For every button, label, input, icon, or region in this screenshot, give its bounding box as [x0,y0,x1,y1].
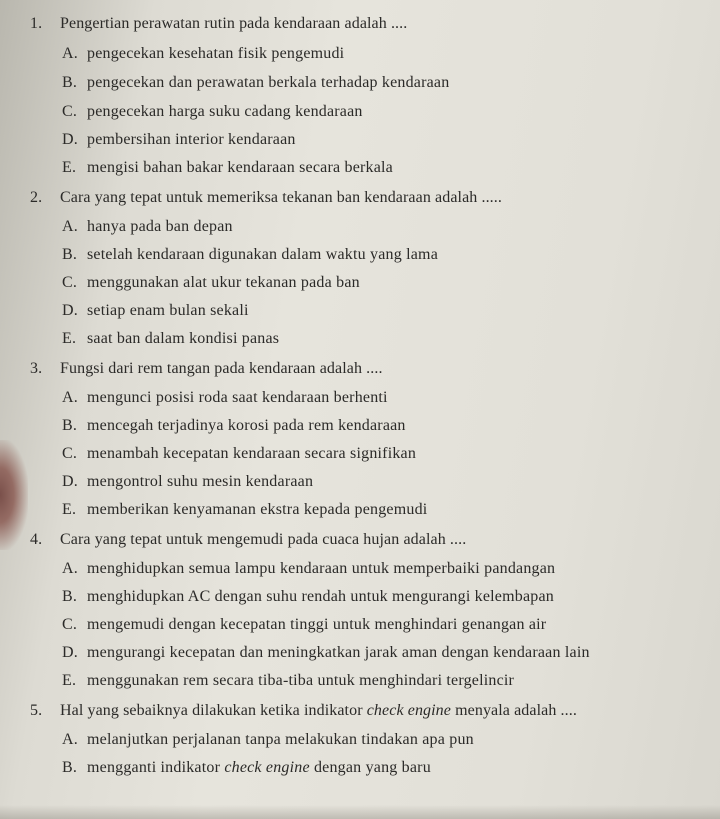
q4-option-b [62,587,554,607]
question-3 [30,359,383,379]
q3-option-d [62,472,313,492]
option-text: mengurangi kecepatan dan meningkatkan jarak aman dengan kendaraan lain [87,644,590,661]
q3-option-b [62,416,406,436]
page-bottom-edge [0,805,720,819]
question-text-end: menyala adalah .... [451,702,577,719]
question-number: 4. [30,531,43,548]
question-number: 5. [30,702,43,719]
option-text: mengunci posisi roda saat kendaraan berhenti [87,389,388,406]
option-letter: D. [62,131,78,148]
option-letter: D. [62,644,78,661]
option-letter: B. [62,759,78,776]
option-letter: C. [62,274,78,291]
option-text: menggunakan alat ukur tekanan pada ban [87,274,360,291]
q2-option-e [62,329,279,349]
option-letter: B. [62,417,78,434]
option-text: menggunakan rem secara tiba-tiba untuk menghindari tergelincir [87,672,515,689]
option-letter: A. [62,389,78,406]
option-text-end: dengan yang baru [309,759,431,776]
option-text: pengecekan kesehatan fisik pengemudi [87,45,345,62]
option-text-start: mengganti indikator [87,759,225,776]
q1-option-b [62,73,449,93]
option-text: melanjutkan perjalanan tanpa melakukan tindakan apa pun [87,731,474,748]
q5-option-b [62,758,431,778]
q2-option-a [62,217,233,237]
option-letter: A. [62,45,78,62]
option-text: hanya pada ban depan [87,218,233,235]
finger-shadow [0,440,28,550]
q3-option-a [62,388,388,408]
question-text: Cara yang tepat untuk memeriksa tekanan ban kendaraan adalah ..... [60,189,502,206]
option-letter: E. [62,330,77,347]
option-letter: B. [62,588,78,605]
question-text: Cara yang tepat untuk mengemudi pada cuaca hujan adalah .... [60,531,467,548]
q3-option-c [62,444,416,464]
option-text: menghidupkan semua lampu kendaraan untuk memperbaiki pandangan [87,560,556,577]
option-letter: B. [62,246,78,263]
question-1 [30,14,407,34]
option-text: setelah kendaraan digunakan dalam waktu yang lama [87,246,438,263]
option-letter: C. [62,616,78,633]
option-text: pengecekan dan perawatan berkala terhadap kendaraan [87,74,450,91]
option-letter: E. [62,501,77,518]
q5-option-a [62,730,474,750]
option-letter: E. [62,159,77,176]
q2-option-b [62,245,438,265]
question-text-italic: check engine [366,702,451,719]
q4-option-e [62,671,514,691]
question-text-start: Hal yang sebaiknya dilakukan ketika indikator [60,702,367,719]
option-letter: A. [62,218,78,235]
q1-option-a [62,44,344,64]
option-text-italic: check engine [224,759,310,776]
option-letter: D. [62,473,78,490]
option-letter: A. [62,560,78,577]
q2-option-d [62,301,249,321]
option-text: mencegah terjadinya korosi pada rem kendaraan [87,417,406,434]
option-letter: B. [62,74,78,91]
option-text: setiap enam bulan sekali [87,302,249,319]
q3-option-e [62,500,427,520]
option-text: pembersihan interior kendaraan [87,131,296,148]
option-text: menghidupkan AC dengan suhu rendah untuk mengurangi kelembapan [87,588,554,605]
option-letter: C. [62,445,78,462]
option-text: saat ban dalam kondisi panas [87,330,280,347]
q4-option-d [62,643,590,663]
option-letter: E. [62,672,77,689]
question-4 [30,530,466,550]
option-letter: C. [62,103,78,120]
question-number: 2. [30,189,43,206]
q4-option-c [62,615,546,635]
option-text: memberikan kenyamanan ekstra kepada pengemudi [87,501,428,518]
question-2 [30,188,502,208]
option-text: mengisi bahan bakar kendaraan secara berkala [87,159,393,176]
question-text: Fungsi dari rem tangan pada kendaraan adalah .... [60,360,383,377]
question-number: 3. [30,360,43,377]
question-5 [30,701,577,721]
option-letter: D. [62,302,78,319]
q1-option-c [62,102,363,122]
option-text: mengontrol suhu mesin kendaraan [87,473,314,490]
option-letter: A. [62,731,78,748]
option-text: menambah kecepatan kendaraan secara signifikan [87,445,417,462]
question-number: 1. [30,15,43,32]
question-text: Pengertian perawatan rutin pada kendaraan adalah .... [60,15,408,32]
q1-option-d [62,130,296,150]
option-text: pengecekan harga suku cadang kendaraan [87,103,363,120]
q2-option-c [62,273,360,293]
option-text: mengemudi dengan kecepatan tinggi untuk menghindari genangan air [87,616,547,633]
q4-option-a [62,559,555,579]
q1-option-e [62,158,393,178]
